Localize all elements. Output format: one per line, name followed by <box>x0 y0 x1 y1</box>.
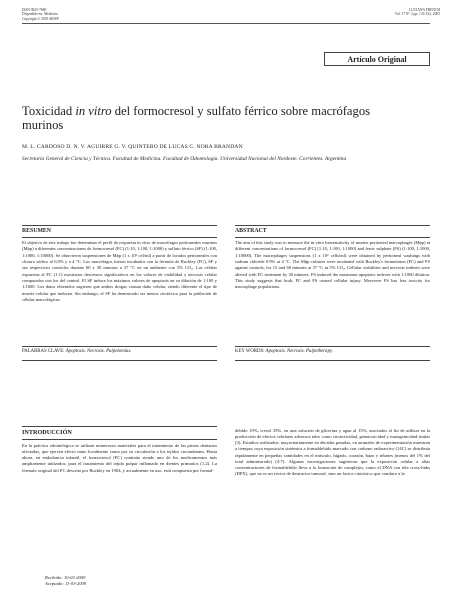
resumen-top-rule <box>22 225 217 226</box>
keywords-en <box>235 349 430 355</box>
abstract-bottom-rule <box>235 346 430 347</box>
keywords-en-terms: Apoptosis. Necrosis. Pulpotherapy. <box>265 349 334 354</box>
title-suffix: del formocresol y sulfato férrico sobre macrófagos murinos <box>22 104 371 132</box>
keywords-es-label: PALABRAS CLAVE: <box>22 349 65 354</box>
intro-heading: INTRODUCCIÓN <box>22 429 72 436</box>
resumen-text: El objetivo de este trabajo fue determinar el perfil de respuesta in vitro de macrófagos peritoneales murinos (Mϕp) a diferentes concentraciones de formocresol (FC) (1:10, 1:100, 1:1000) y sulfato férrico (SF) (1:100, 1:1000, 1:10000). Se obtuvieron suspensiones de Mϕp (1 x 10⁶ cel/ml) a partir de lavados peritoneales con cloruro sódico al 0,9% y a 4 °C. Los macrófagos fueron incubados con la fórmula de Buckley (FC), SF y sus respectivos controles durante 60 y 30 minutos a 37 °C en un ambiente con 5% CO₂. Las células expuestas al FC (1:1) mostraron descensos significativos en los valores de viabilidad y necrosis celular comparados con los del control. El SF induce los máximos valores de apoptosis en su dilución de 1:100 y 1:1000. Los datos obtenidos sugieren que ambos drogas causan daño celular, siendo diferente el tipo de muerte celular que inducen. Sin embargo, el SF ha demostrado ser menos citotóxico para la población de células macrofágicas. <box>22 240 217 303</box>
keywords-es <box>22 349 217 355</box>
abstract-top-rule <box>235 225 430 226</box>
resumen-bottom-rule <box>22 346 217 347</box>
keywords-en-label: KEY WORDS: <box>235 349 265 354</box>
intro-text-left: En la práctica odontológica se utilizan numerosos materiales para el tratamiento de las piezas dentarias afectadas, que ejercen efecto tanto localmente como por su circulación a los tejidos circundantes. Hasta ahora, en endodoncia infantil, el formocresol (FC) continúa siendo uno de los medicamentos más ampliamente utilizados, para el tratamiento del tejido pulpar inflamado en dientes primarios (1,2). La fórmula original del FC descrita por Buckley en 1904, y actualmente en uso, está compuesta por formal- <box>22 443 217 473</box>
title-italic: in vitro <box>75 104 112 118</box>
header-left-line: Copyright © 2005 SEMP <box>22 16 59 21</box>
abstract-text: The aim of this study was to measure the in vitro biosensitivity of murine peritoneal macrophages (Mϕp) at different concentrations of formocresol (FC) [1:10, 1:100, 1:1000] and ferric sulphate (FS) (1:100, 1:1000, 1:10000). The macrophages suspensions (1 x 10⁶ cells/ml) were obtained by peritoneal washings with sodium chloride 0.9% at 4 °C. The Mϕp cultures were incubated with Buckley's formulation (FC) and FS against controls, for 15 and 60 minutes at 37 °C in 5% CO₂. Cellular viabilities and necrosis indexes were altered with FC treatment by 30 minutes. FS induced the maximum apoptotic indexes with 1:1000 dilution. This study suggests that both, FC and FS caused cellular injury. Moreover FS has less toxicity for macrophage populations. <box>235 240 430 290</box>
journal-header-right <box>280 8 440 17</box>
header-right-line: LUCIANA FRENCH <box>408 8 440 12</box>
abstract-heading-rule <box>235 237 430 238</box>
affiliation: Secretaría General de Ciencia y Técnica. Facultad de Medicina. Facultad de Odontología. Universidad Nacional del Nordeste. Corrientes. Argentina <box>22 156 347 162</box>
header-left-line: ISSN 0025-7680 <box>22 8 47 12</box>
keywords-es-terms: Apoptosis. Necrosis. Pulpotomías. <box>65 349 132 354</box>
intro-text-right: dehído 19%, cresol 35%, en una solución de glicerina y agua al 15%, asociados al fin de utilizar en la producción de efectos celulares adversos tales como citotoxicidad, genotoxicidad y mutagenicidad tisular (3). Estudios realizados, mayoritariamente en décadas pasadas, en animales de experimentación muestran a tiempos cuya exposición sistémica a formaldehído marcado con carbono radioactivo (14C) se distribuía rápidamente en pequeñas cantidades en el músculo, hígado, corazón, bazo y riñones (menos del 1% del total administrado) (4-7). Algunas investigaciones sugirieron que la exposición celular a altas concentraciones de formaldehído lleva a la formación de complejos, como el DNA con tela cross-links (DPX), que no es un vector de destructor tumoral, sino un factor citotóxico que conduce a la <box>235 428 430 477</box>
abstract-heading: ABSTRACT <box>235 228 267 234</box>
article-title <box>22 104 402 132</box>
resumen-heading: RESUMEN <box>22 228 51 234</box>
keywords-es-rule <box>22 360 217 361</box>
submission-dates <box>45 575 205 587</box>
intro-top-rule <box>22 426 217 427</box>
header-rule <box>22 23 430 24</box>
section-label: Artículo Original <box>324 52 430 66</box>
title-prefix: Toxicidad <box>22 104 76 118</box>
received-date: Recibido: 10-03-2009 <box>45 575 86 580</box>
journal-header-left <box>22 8 182 21</box>
header-right-line: Vol. 17 N° 2 pp: 133-152, 2005 <box>394 12 440 17</box>
accepted-date: Aceptado: 11-03-2009 <box>45 581 87 586</box>
intro-heading-rule <box>22 439 217 440</box>
keywords-en-rule <box>235 360 430 361</box>
author-list: M. L. CARDOSO D. N. V. AGUIRRE G. V. QUINTERO DE LUCAS C. NORA BRANDAN <box>22 144 243 150</box>
resumen-heading-rule <box>22 237 217 238</box>
header-left-line: Disponible en: Medicina <box>22 12 58 17</box>
